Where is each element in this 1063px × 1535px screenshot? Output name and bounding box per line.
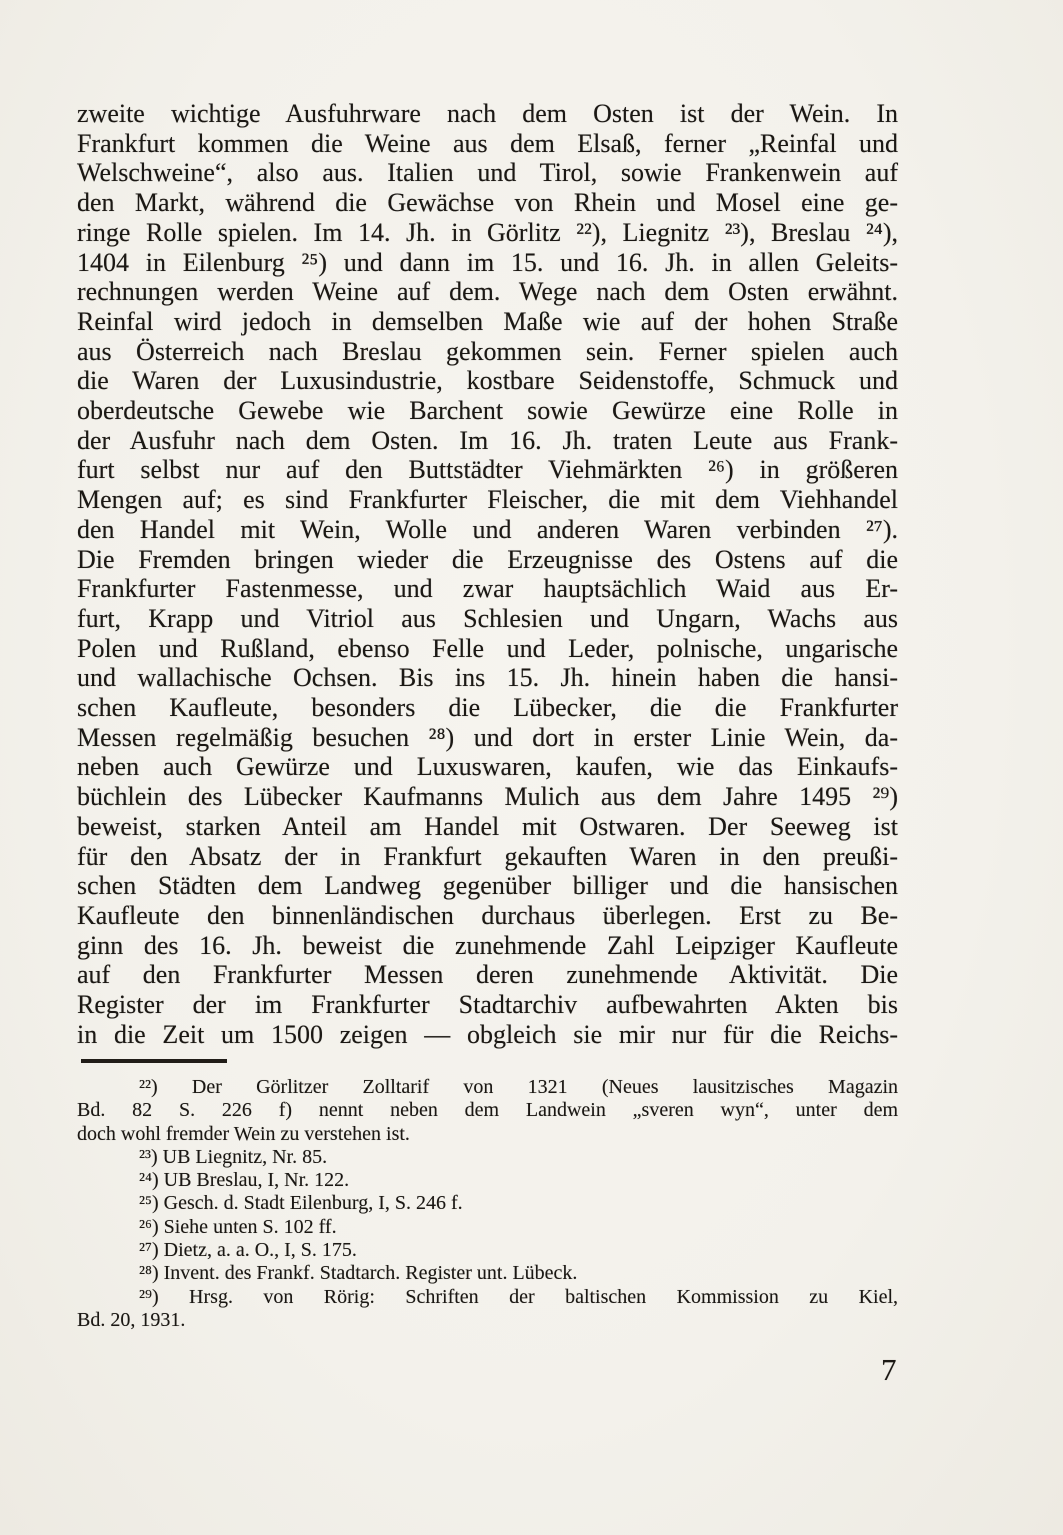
body-line: Frankfurter Fastenmesse, und zwar hauptsächlich Waid aus Er- — [77, 574, 898, 604]
body-line: Register der im Frankfurter Stadtarchiv aufbewahrten Akten bis — [77, 990, 898, 1020]
body-line: für den Absatz der in Frankfurt gekauften Waren in den preußi- — [77, 841, 898, 871]
footnote-line: Bd. 82 S. 226 f) nennt neben dem Landwein „sveren wyn“, unter dem — [77, 1099, 898, 1122]
body-line: furt, Krapp und Vitriol aus Schlesien und Ungarn, Wachs aus — [77, 603, 898, 633]
body-line: Kaufleute den binnenländischen durchaus überlegen. Erst zu Be- — [77, 900, 898, 930]
body-line: oberdeutsche Gewebe wie Barchent sowie Gewürze eine Rolle in — [77, 396, 898, 426]
footnote-line: ²⁶) Siehe unten S. 102 ff. — [139, 1215, 337, 1238]
body-line: ginn des 16. Jh. beweist die zunehmende Zahl Leipziger Kaufleute — [77, 930, 898, 960]
body-line: Messen regelmäßig besuchen ²⁸) und dort in erster Linie Wein, da- — [77, 722, 898, 752]
body-text — [77, 99, 898, 1050]
footnote-line: Bd. 20, 1931. — [77, 1308, 186, 1331]
footnotes — [77, 1076, 898, 1332]
body-line: ringe Rolle spielen. Im 14. Jh. in Görlitz ²²), Liegnitz ²³), Breslau ²⁴), — [77, 217, 898, 247]
body-line: Welschweine“, also aus. Italien und Tirol, sowie Frankenwein auf — [77, 158, 898, 188]
footnote-line: ²⁷) Dietz, a. a. O., I, S. 175. — [139, 1239, 357, 1262]
footnote-line: ²⁴) UB Breslau, I, Nr. 122. — [139, 1169, 350, 1192]
footnote-line: ²⁵) Gesch. d. Stadt Eilenburg, I, S. 246 f. — [139, 1192, 463, 1215]
body-line: 1404 in Eilenburg ²⁵) und dann im 15. und 16. Jh. in allen Geleits- — [77, 247, 898, 277]
body-line: die Waren der Luxusindustrie, kostbare Seidenstoffe, Schmuck und — [77, 366, 898, 396]
body-line: in die Zeit um 1500 zeigen — obgleich sie mir nur für die Reichs- — [77, 1019, 898, 1049]
body-line: Polen und Rußland, ebenso Felle und Leder, polnische, ungarische — [77, 633, 898, 663]
body-line: Reinfal wird jedoch in demselben Maße wie auf der hohen Straße — [77, 306, 898, 336]
footnote-separator — [81, 1059, 227, 1063]
body-line: büchlein des Lübecker Kaufmanns Mulich aus dem Jahre 1495 ²⁹) — [77, 782, 898, 812]
footnote-line: ²⁹) Hrsg. von Rörig: Schriften der baltischen Kommission zu Kiel, — [139, 1285, 898, 1308]
body-line: den Markt, während die Gewächse von Rhein und Mosel eine ge- — [77, 188, 898, 218]
body-line: schen Städten dem Landweg gegenüber billiger und die hansischen — [77, 871, 898, 901]
footnote-line: ²²) Der Görlitzer Zolltarif von 1321 (Neues lausitzisches Magazin — [139, 1076, 898, 1098]
body-line: den Handel mit Wein, Wolle und anderen Waren verbinden ²⁷). — [77, 514, 898, 544]
body-line: und wallachische Ochsen. Bis ins 15. Jh. hinein haben die hansi- — [77, 663, 898, 693]
body-line: auf den Frankfurter Messen deren zunehmende Aktivität. Die — [77, 960, 898, 990]
body-line: aus Österreich nach Breslau gekommen sein. Ferner spielen auch — [77, 336, 898, 366]
body-line: Frankfurt kommen die Weine aus dem Elsaß, ferner „Reinfal und — [77, 128, 898, 158]
body-line: beweist, starken Anteil am Handel mit Ostwaren. Der Seeweg ist — [77, 811, 898, 841]
footnote-line: doch wohl fremder Wein zu verstehen ist. — [77, 1122, 410, 1145]
footnote-line: ²³) UB Liegnitz, Nr. 85. — [139, 1145, 328, 1168]
body-line: neben auch Gewürze und Luxuswaren, kaufen, wie das Einkaufs- — [77, 752, 898, 782]
body-line: zweite wichtige Ausfuhrware nach dem Osten ist der Wein. In — [77, 99, 898, 128]
body-line: furt selbst nur auf den Buttstädter Viehmärkten ²⁶) in größeren — [77, 455, 898, 485]
body-line: schen Kaufleute, besonders die Lübecker, die die Frankfurter — [77, 693, 898, 723]
body-line: der Ausfuhr nach dem Osten. Im 16. Jh. traten Leute aus Frank- — [77, 425, 898, 455]
body-line: Die Fremden bringen wieder die Erzeugnisse des Ostens auf die — [77, 544, 898, 574]
body-line: Mengen auf; es sind Frankfurter Fleischer, die mit dem Viehhandel — [77, 485, 898, 515]
page-number: 7 — [881, 1352, 897, 1387]
body-line: rechnungen werden Weine auf dem. Wege nach dem Osten erwähnt. — [77, 277, 898, 307]
footnote-line: ²⁸) Invent. des Frankf. Stadtarch. Register unt. Lübeck. — [139, 1262, 578, 1285]
